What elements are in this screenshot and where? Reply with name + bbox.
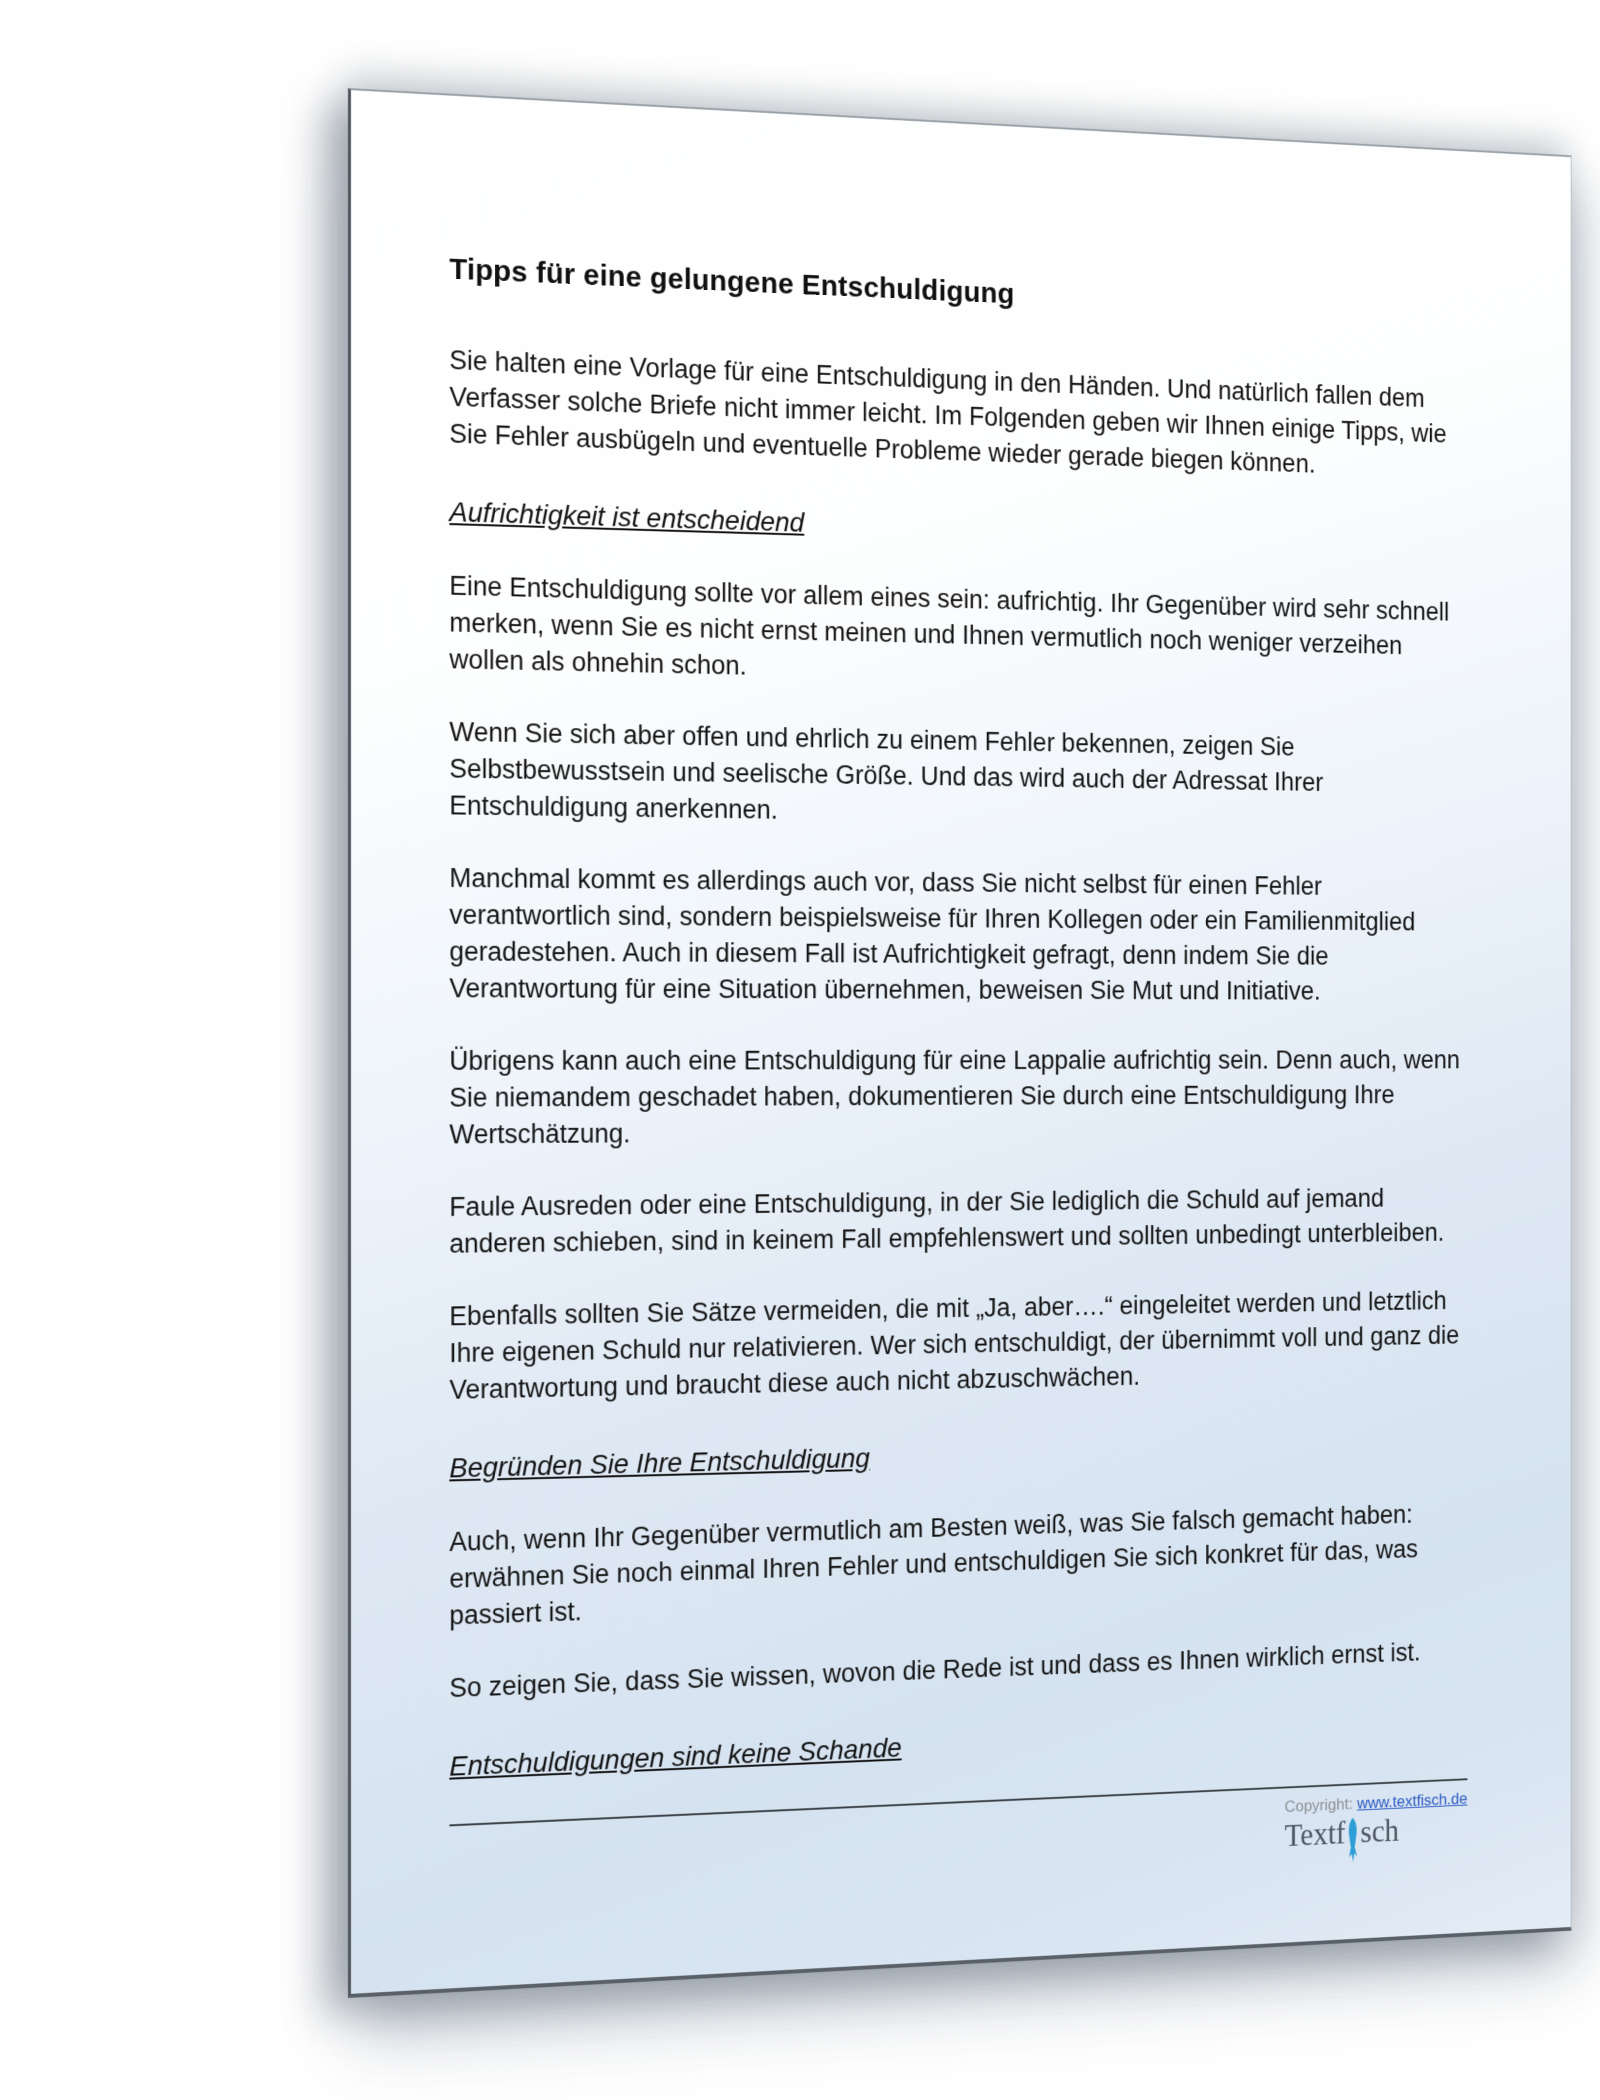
paragraph: Faule Ausreden oder eine Entschuldigung, in der Sie lediglich die Schuld auf jemand anderen schieben, sind in keinem Fall empfehlenswert und sollten unbedingt unterbleiben. (449, 1184, 1445, 1259)
paragraph: Auch, wenn Ihr Gegenüber vermutlich am Besten weiß, was Sie falsch gemacht haben: erwähnen Sie noch einmal Ihren Fehler und entschuldigen Sie sich konkret für das, was passiert ist. (449, 1500, 1418, 1631)
textfisch-link[interactable]: www.textfisch.de (1357, 1789, 1468, 1813)
copyright-label: Copyright: (1284, 1794, 1358, 1816)
paragraph: Manchmal kommt es allerdings auch vor, dass Sie nicht selbst für einen Fehler verantwortlich sind, sondern beispielsweise für Ihren Kollegen oder ein Familienmitglied geradestehen. Auch in diesem Fall ist Aufrichtigkeit gefragt, denn indem Sie die Verantwortung für eine Situation übernehmen, beweisen Sie Mut und Initiative. (449, 863, 1416, 1006)
footer-branding (1284, 1789, 1468, 1854)
logo-text-suffix: sch (1360, 1814, 1400, 1850)
paragraph: Ebenfalls sollten Sie Sätze vermeiden, die mit „Ja, aber….“ eingeleitet werden und letztlich Ihre eigenen Schuld nur relativieren. Wer sich entschuldigt, der übernimmt voll und ganz die Verantwortung und braucht diese auch nicht abzuschwächen. (449, 1286, 1460, 1405)
fish-icon (1346, 1817, 1359, 1863)
paragraph: Wenn Sie sich aber offen und ehrlich zu einem Fehler bekennen, zeigen Sie Selbstbewusstsein und seelische Größe. Und das wird auch der Adressat Ihrer Entschuldigung anerkennen. (449, 716, 1324, 825)
document-page (348, 88, 1572, 1998)
textfisch-logo (1284, 1810, 1468, 1854)
paragraph: So zeigen Sie, dass Sie wissen, wovon die Rede ist und dass es Ihnen wirklich ernst ist. (449, 1637, 1421, 1704)
intro-paragraph: Sie halten eine Vorlage für eine Entschuldigung in den Händen. Und natürlich fallen dem Verfasser solche Briefe nicht immer leicht. Im Folgenden geben wir Ihnen einige Tipps, wie Sie Fehler ausbügeln und eventuelle Probleme wieder gerade biegen können. (449, 345, 1447, 479)
section-heading-aufrichtigkeit: Aufrichtigkeit ist entscheidend (449, 496, 805, 538)
logo-text-prefix: Textf (1284, 1816, 1346, 1854)
paragraph: Übrigens kann auch eine Entschuldigung für eine Lappalie aufrichtig sein. Denn auch, wenn Sie niemandem geschadet haben, dokumentieren Sie durch eine Entschuldigung Ihre Wertschätzung. (449, 1045, 1460, 1150)
doc-title: Tipps für eine gelungene Entschuldigung (449, 252, 1015, 311)
footer (449, 1790, 1467, 1893)
paragraph: Eine Entschuldigung sollte vor allem eines sein: aufrichtig. Ihr Gegenüber wird sehr schnell merken, wenn Sie es nicht ernst meinen und Ihnen vermutlich noch weniger verzeihen wollen als ohnehin schon. (449, 570, 1450, 681)
section-heading-schande: Entschuldigungen sind keine Schande (449, 1732, 902, 1782)
section-heading-begruenden: Begründen Sie Ihre Entschuldigung (449, 1442, 870, 1484)
